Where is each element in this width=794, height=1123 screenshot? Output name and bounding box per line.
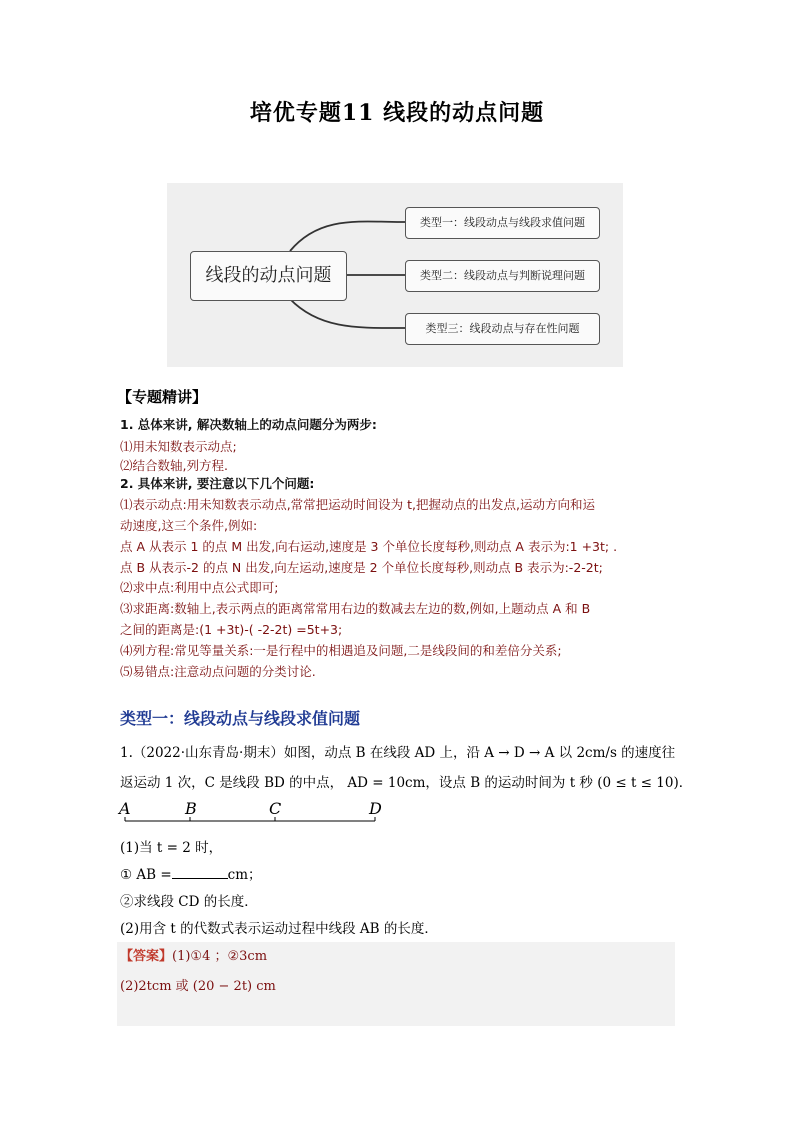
part-1: (1)当 t = 2 时，: [120, 840, 223, 856]
page-title: 培优专题11 线段的动点问题: [249, 100, 545, 126]
section-heading: 【专题精讲】: [117, 388, 208, 406]
topic-line-7: 点 A 从表示 1 的点 M 出发,向右运动,速度是 3 个单位长度每秒,则动点 A 表示为:1 +3t; .: [120, 539, 618, 554]
point-label-b: B: [185, 799, 197, 818]
point-label-d: D: [369, 799, 382, 818]
topic-line-2: ⑴用未知数表示动点;: [120, 439, 237, 454]
topic-line-1: 1. 总体来讲, 解决数轴上的动点问题分为两步:: [120, 417, 377, 432]
part-1b: ②求线段 CD 的长度．: [120, 894, 258, 910]
topic-line-11: 之间的距离是:(1 +3t)-( -2-2t) =5t+3;: [120, 622, 343, 637]
mind-map-branch-2: 类型二：线段动点与判断说理问题: [405, 260, 600, 292]
part-1a-suffix: cm；: [227, 867, 262, 883]
answer-blank: [172, 866, 228, 879]
answer-2: (2)2tcm 或 (20 − 2t) cm: [120, 979, 276, 994]
mind-map-branch-3: 类型三：线段动点与存在性问题: [405, 313, 600, 345]
point-label-a: A: [119, 799, 131, 818]
part-1a: [120, 863, 262, 883]
answer-line-1: [120, 945, 267, 964]
topic-line-4: 2. 具体来讲, 要注意以下几个问题:: [120, 476, 315, 491]
type-one-title: 类型一：线段动点与线段求值问题: [120, 709, 361, 728]
answer-tag: 【答案】: [120, 949, 173, 964]
segment-figure: [115, 795, 395, 835]
topic-line-13: ⑸易错点:注意动点问题的分类讨论.: [120, 664, 316, 679]
topic-line-3: ⑵结合数轴,列方程.: [120, 458, 228, 473]
mind-map-connectors: [0, 0, 794, 400]
point-label-c: C: [269, 799, 282, 818]
topic-line-12: ⑷列方程:常见等量关系:一是行程中的相遇追及问题,二是线段间的和差倍分关系;: [120, 643, 562, 658]
question-1-line-1: 1.（2022·山东青岛·期末）如图，动点 B 在线段 AD 上，沿 A → D → A 以 2cm/s 的速度往: [120, 745, 676, 761]
topic-line-8: 点 B 从表示-2 的点 N 出发,向左运动,速度是 2 个单位长度每秒,则动点 B 表示为:-2-2t;: [120, 560, 603, 575]
mind-map-branch-1: 类型一：线段动点与线段求值问题: [405, 207, 600, 239]
mind-map-center: 线段的动点问题: [190, 251, 347, 301]
answer-1: (1)①4 ；②3cm: [172, 949, 268, 964]
topic-line-9: ⑵求中点:利用中点公式即可;: [120, 580, 279, 595]
question-1-line-2: 返运动 1 次，C 是线段 BD 的中点， AD = 10cm，设点 B 的运动时间为 t 秒 (0 ≤ t ≤ 10)．: [120, 775, 693, 791]
part-2: (2)用含 t 的代数式表示运动过程中线段 AB 的长度．: [120, 921, 438, 937]
topic-line-10: ⑶求距离:数轴上,表示两点的距离常常用右边的数减去左边的数,例如,上题动点 A 和 B: [120, 601, 591, 616]
topic-line-6: 动速度,这三个条件,例如:: [120, 518, 258, 533]
part-1a-prefix: ① AB =: [120, 867, 172, 883]
topic-line-5: ⑴表示动点:用未知数表示动点,常常把运动时间设为 t,把握动点的出发点,运动方向和运: [120, 497, 596, 512]
